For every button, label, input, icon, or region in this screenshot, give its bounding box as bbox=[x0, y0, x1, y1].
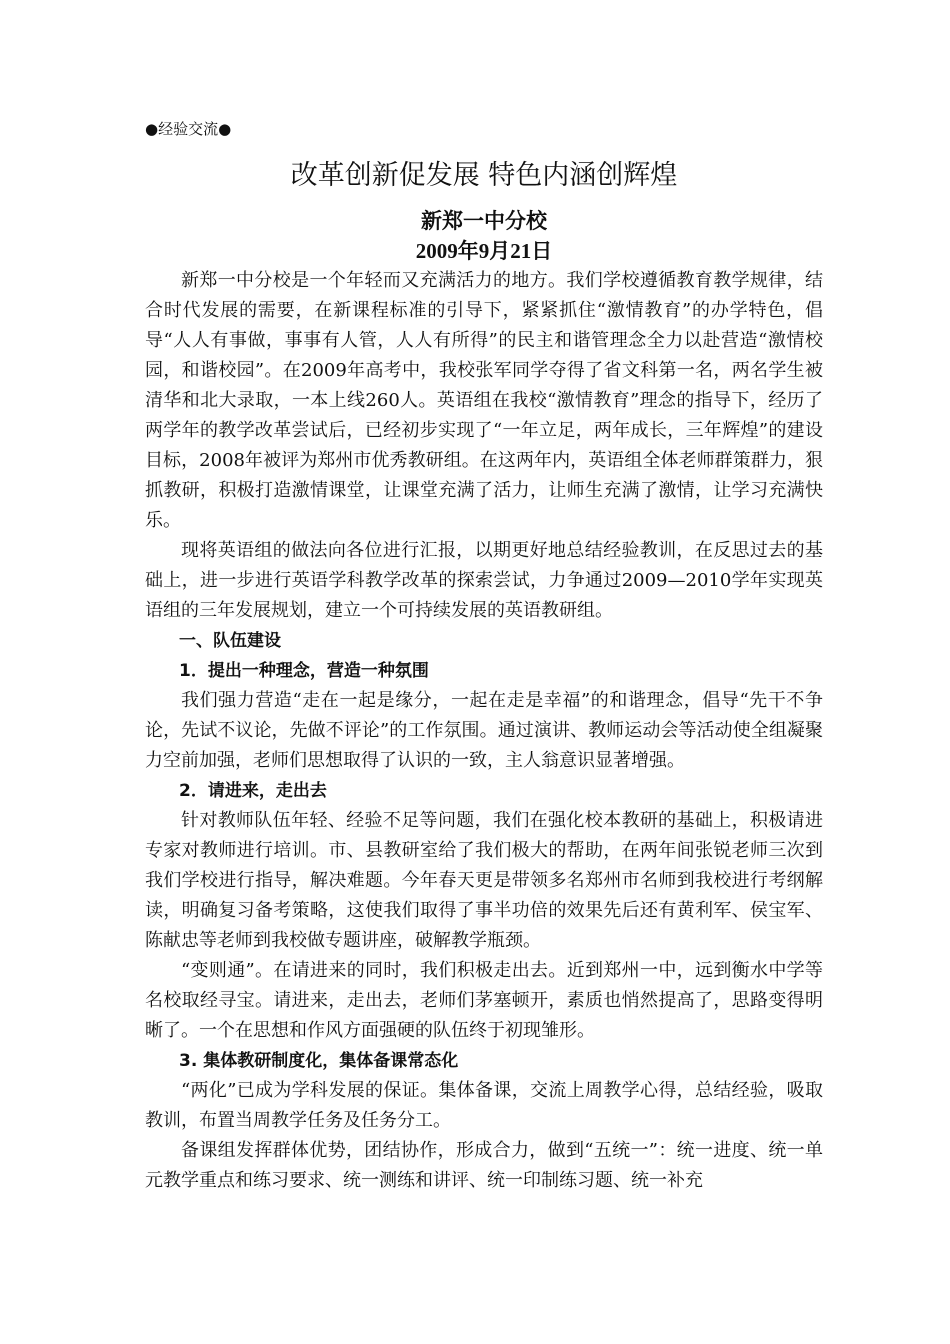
paragraph-two-modernization: “两化”已成为学科发展的保证。集体备课，交流上周教学心得，总结经验，吸取教训，布置当周教学任务及任务分工。 bbox=[145, 1080, 823, 1131]
heading-concept: 1．提出一种理念，营造一种氛围 bbox=[179, 661, 429, 681]
paragraph-report: 现将英语组的做法向各位进行汇报，以期更好地总结经验教训，在反思过去的基础上，进一步进行英语学科教学改革的探索尝试，力争通过2009—2010学年实现英语组的三年发展规划，建立一个可持续发展的英语教研组。 bbox=[145, 540, 823, 621]
school-name: 新郑一中分校 bbox=[421, 209, 547, 233]
document-date: 2009年9月21日 bbox=[415, 239, 553, 263]
heading-invite-out: 2．请进来，走出去 bbox=[179, 781, 327, 801]
paragraph-change: “变则通”。在请进来的同时，我们积极走出去。近到郑州一中，远到衡水中学等名校取经寻宝。请进来，走出去，老师们茅塞顿开，素质也悄然提高了，思路变得明晰了。一个在思想和作风方面强硬的队伍终于初现雏形。 bbox=[145, 960, 823, 1041]
document-body bbox=[145, 118, 823, 1196]
section-tag: ●经验交流● bbox=[145, 120, 232, 138]
paragraph-invite: 针对教师队伍年轻、经验不足等问题，我们在强化校本教研的基础上，积极请进专家对教师进行培训。市、县教研室给了我们极大的帮助，在两年间张锐老师三次到我们学校进行指导，解决难题。今年春天更是带领多名郑州市名师到我校进行考纲解读，明确复习备考策略，这使我们取得了事半功倍的效果先后还有黄利军、侯宝军、陈献忠等老师到我校做专题讲座，破解教学瓶颈。 bbox=[145, 810, 823, 951]
paragraph-five-unification: 备课组发挥群体优势，团结协作，形成合力，做到“五统一”：统一进度、统一单元教学重点和练习要求、统一测练和讲评、统一印制练习题、统一补充 bbox=[145, 1140, 823, 1191]
heading-collective-research: 3. 集体教研制度化，集体备课常态化 bbox=[179, 1051, 459, 1071]
heading-team-building: 一、队伍建设 bbox=[179, 631, 281, 651]
document-title: 改革创新促发展 特色内涵创辉煌 bbox=[290, 160, 678, 191]
paragraph-concept: 我们强力营造“走在一起是缘分，一起在走是幸福”的和谐理念，倡导“先干不争论，先试不议论，先做不评论”的工作氛围。通过演讲、教师运动会等活动使全组凝聚力空前加强，老师们思想取得了认识的一致，主人翁意识显著增强。 bbox=[145, 690, 823, 771]
paragraph-intro: 新郑一中分校是一个年轻而又充满活力的地方。我们学校遵循教育教学规律，结合时代发展的需要，在新课程标准的引导下，紧紧抓住“激情教育”的办学特色，倡导“人人有事做，事事有人管，人人有所得”的民主和谐管理念全力以赴营造“激情校园，和谐校园”。在2009年高考中，我校张军同学夺得了省文科第一名，两名学生被清华和北大录取，一本上线260人。英语组在我校“激情教育”理念的指导下，经历了两学年的教学改革尝试后，已经初步实现了“一年立足，两年成长，三年辉煌”的建设目标，2008年被评为郑州市优秀教研组。在这两年内，英语组全体老师群策群力，狠抓教研，积极打造激情课堂，让课堂充满了活力，让师生充满了激情，让学习充满快乐。 bbox=[145, 270, 823, 531]
